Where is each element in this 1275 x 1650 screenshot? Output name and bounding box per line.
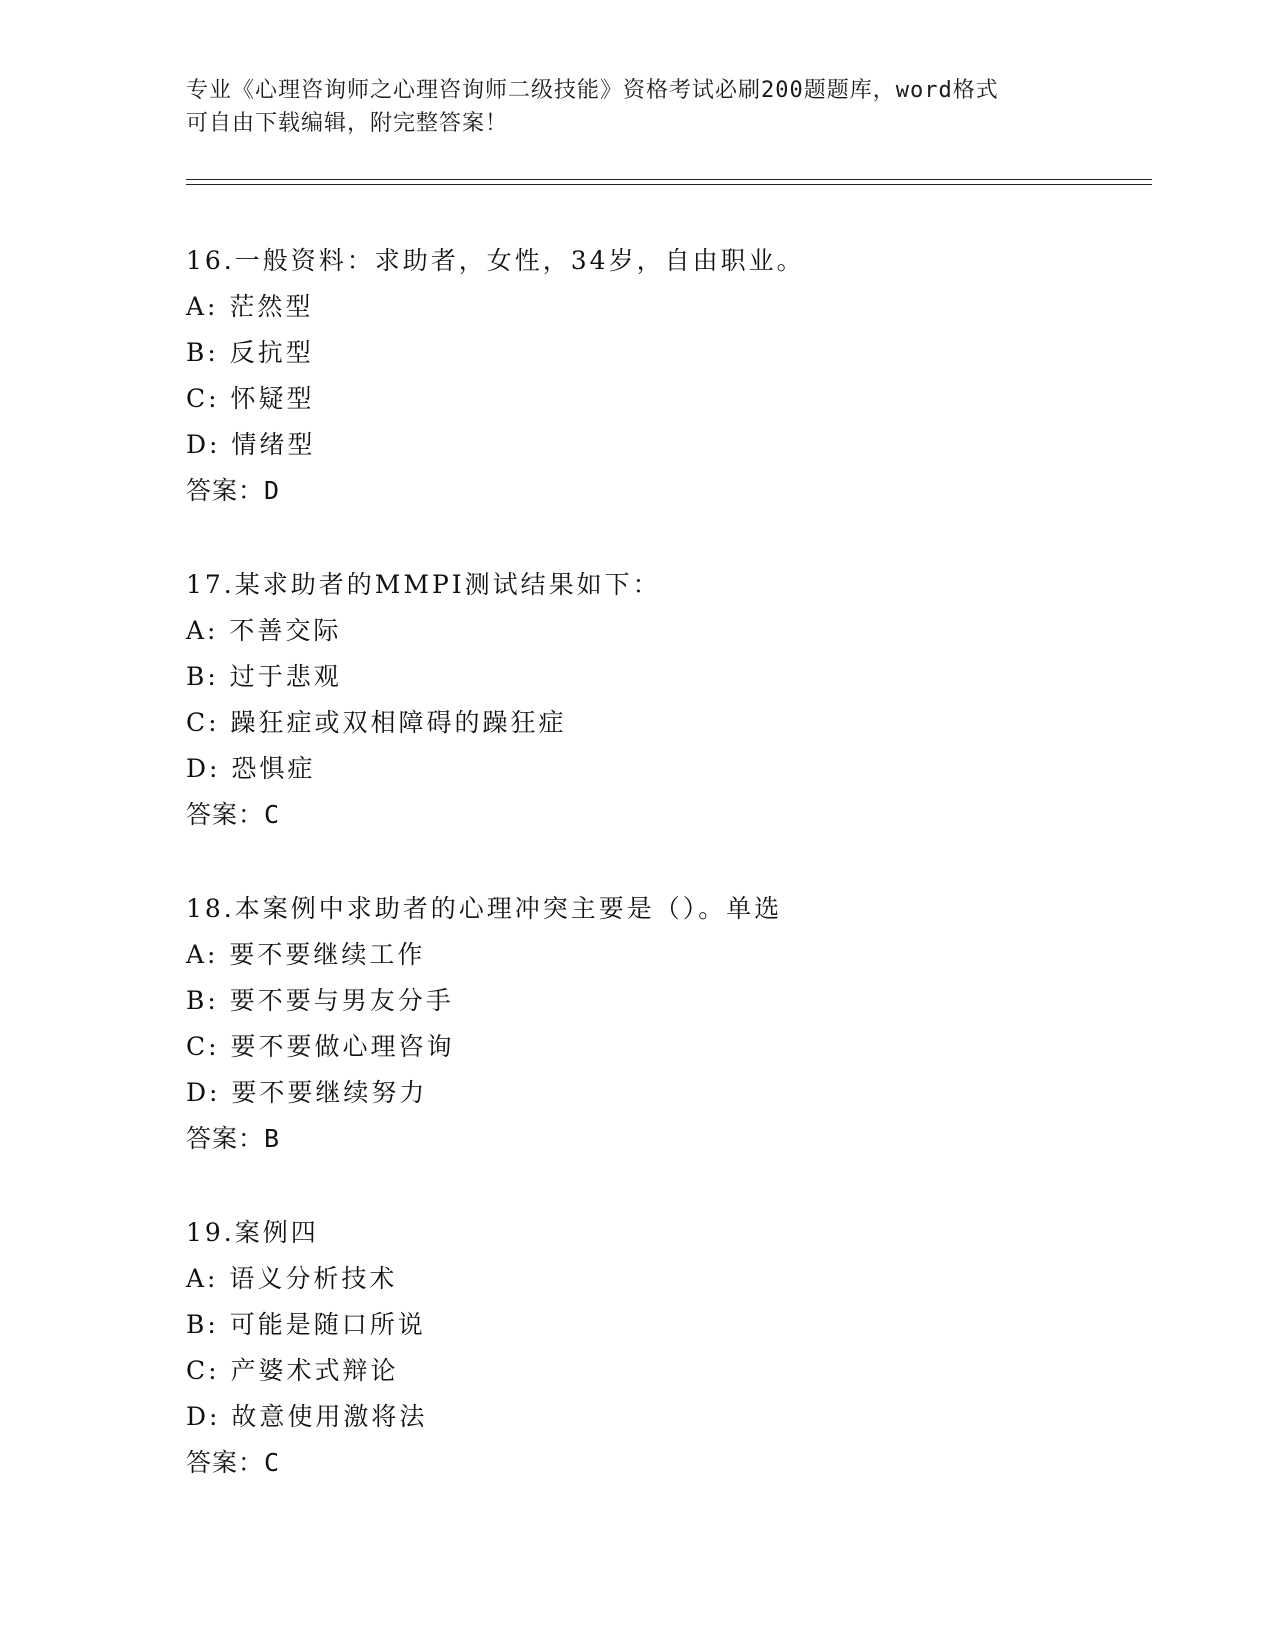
option-a: A: 要不要继续工作	[186, 940, 426, 969]
answer-label: 答案：B	[186, 1124, 281, 1153]
option-c: C: 要不要做心理咨询	[186, 1032, 455, 1061]
option-a: A: 不善交际	[186, 616, 342, 645]
option-d: D: 故意使用激将法	[186, 1402, 428, 1431]
header-line-1: 专业《心理咨询师之心理咨询师二级技能》资格考试必刷200题题库，word格式	[186, 78, 999, 103]
answer-label: 答案：C	[186, 800, 281, 829]
question-17	[186, 562, 1146, 838]
question-19	[186, 1210, 1146, 1486]
answer-label: 答案：D	[186, 476, 281, 505]
question-stem: 18.本案例中求助者的心理冲突主要是（）。单选	[186, 894, 783, 923]
option-d: D: 情绪型	[186, 430, 316, 459]
header-divider-bottom	[186, 184, 1152, 185]
question-16	[186, 238, 1146, 514]
option-a: A: 语义分析技术	[186, 1264, 398, 1293]
option-b: B: 可能是随口所说	[186, 1310, 426, 1339]
option-c: C: 产婆术式辩论	[186, 1356, 399, 1385]
question-stem: 16.一般资料：求助者，女性，34岁，自由职业。	[186, 246, 805, 275]
question-stem: 19.案例四	[186, 1218, 319, 1247]
option-b: B: 要不要与男友分手	[186, 986, 454, 1015]
option-c: C: 躁狂症或双相障碍的躁狂症	[186, 708, 567, 737]
option-b: B: 反抗型	[186, 338, 314, 367]
option-d: D: 要不要继续努力	[186, 1078, 428, 1107]
question-stem: 17.某求助者的MMPI测试结果如下：	[186, 570, 661, 599]
answer-label: 答案：C	[186, 1448, 281, 1477]
option-d: D: 恐惧症	[186, 754, 316, 783]
option-c: C: 怀疑型	[186, 384, 315, 413]
option-a: A: 茫然型	[186, 292, 314, 321]
header-line-2: 可自由下载编辑，附完整答案！	[186, 111, 509, 136]
header-divider-top	[186, 179, 1152, 180]
document-header	[186, 74, 1086, 140]
option-b: B: 过于悲观	[186, 662, 342, 691]
question-18	[186, 886, 1146, 1162]
question-list	[186, 238, 1146, 1534]
